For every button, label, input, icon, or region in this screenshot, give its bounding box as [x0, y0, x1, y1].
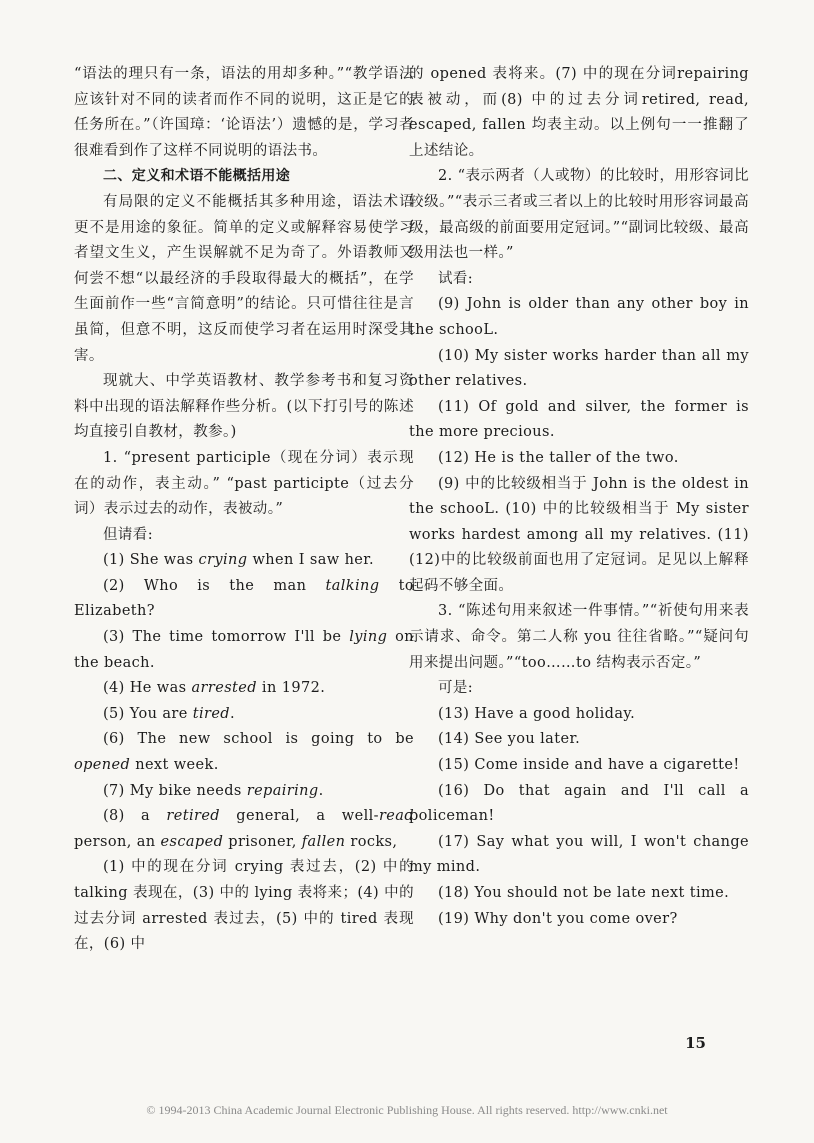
example-7: (7) My bike needs repairing.: [103, 782, 324, 799]
example-4: (4) He was arrested in 1972.: [103, 680, 326, 697]
example-2: (2) Who is the man talking to Elizabeth?: [74, 577, 414, 620]
example-3: (3) The time tomorrow I'll be lying on the beach.: [74, 629, 414, 671]
rule-quote: 1. “present participle（现在分词）表示现在的动作，表主动。” “past participte（过去分词）表示过去的动作，表被动。”: [74, 449, 414, 518]
example-8: (8) a retired general, a well-read person, an escaped prisoner, fallen rocks,: [74, 808, 415, 850]
paragraph: 有局限的定义不能概括其多种用途，语法术语更不是用途的象征。简单的定义或解释容易使学习者望文生义，产生误解就不足为奇了。外语教师又何尝不想“以最经济的手段取得最大的概括”，在学生面前作一些“言简意明”的结论。只可惜往往是言虽简，但意不明，这反而使学习者在运用时深受其害。: [74, 193, 414, 364]
paragraph: 现就大、中学英语教材、教学参考书和复习资料中出现的语法解释作些分析。(以下打引号的陈述均直接引自教材，教参。): [74, 373, 414, 441]
analysis-paragraph: (9) 中的比较级相当于 John is the oldest in the schooL. (10) 中的比较级相当于 My sister works hardest among all my relatives. (11)(12)中的比较级前面也用了定冠词。足见以上解释起码不够全面。: [409, 475, 749, 594]
paragraph: 试看:: [438, 270, 474, 287]
example-15: (15) Come inside and have a cigarette!: [438, 757, 740, 774]
section-heading: 二、定义和术语不能概括用途: [103, 168, 291, 185]
example-18: (18) You should not be late next time.: [438, 885, 730, 901]
example-17: (17) Say what you will, I won't change my mind.: [409, 833, 749, 876]
example-19: (19) Why don't you come over?: [438, 910, 678, 927]
example-12: (12) He is the taller of the two.: [438, 449, 679, 466]
page-number: 15: [685, 1034, 706, 1052]
example-11: (11) Of gold and silver, the former is the more precious.: [409, 398, 749, 441]
copyright-footer: © 1994-2013 China Academic Journal Electronic Publishing House. All rights reserved. http://www.cnki.net: [146, 1103, 668, 1117]
example-1: (1) She was crying when I saw her.: [103, 552, 375, 569]
analysis-paragraph: (1) 中的现在分词 crying 表过去，(2) 中的 talking 表现在，(3) 中的 lying 表将来；(4) 中的过去分词 arrested 表过去，(5) 中的 tired 表现在，(6) 中: [74, 859, 414, 953]
rule-quote: 3. “陈述句用来叙述一件事情。”“祈使句用来表示请求、命令。第二人称 you 往往省略。”“疑问句用来提出问题。”“too……to 结构表示否定。”: [409, 603, 749, 671]
example-13: (13) Have a good holiday.: [438, 705, 636, 722]
paragraph: 但请看:: [103, 526, 153, 543]
example-9: (9) John is older than any other boy in the schooL.: [409, 296, 749, 338]
example-10: (10) My sister works harder than all my other relatives.: [409, 347, 749, 390]
paragraph: 的 opened 表将来。(7) 中的现在分词repairing 表被动，而(8) 中的过去分词retired, read, escaped, fallen 均表主动。以上例句一一推翻了上述结论。: [409, 66, 749, 159]
example-6: (6) The new school is going to be opened next week.: [74, 731, 414, 774]
example-16: (16) Do that again and I'll call a policeman!: [409, 782, 749, 825]
left-column: [74, 62, 414, 958]
example-5: (5) You are tired.: [103, 705, 235, 722]
right-column: [409, 62, 749, 932]
paragraph: 可是:: [438, 680, 474, 697]
rule-quote: 2. “表示两者（人或物）的比较时，用形容词比较级。”“表示三者或三者以上的比较时用形容词最高级，最高级的前面要用定冠词。”“副词比较级、最高级用法也一样。”: [409, 168, 749, 262]
quote-paragraph: “语法的理只有一条，语法的用却多种。”“教学语法应该针对不同的读者而作不同的说明，这正是它的任务所在。”（许国璋：‘论语法’）遗憾的是，学习者很难看到作了这样不同说明的语法书。: [74, 66, 414, 159]
example-14: (14) See you later.: [438, 731, 581, 748]
